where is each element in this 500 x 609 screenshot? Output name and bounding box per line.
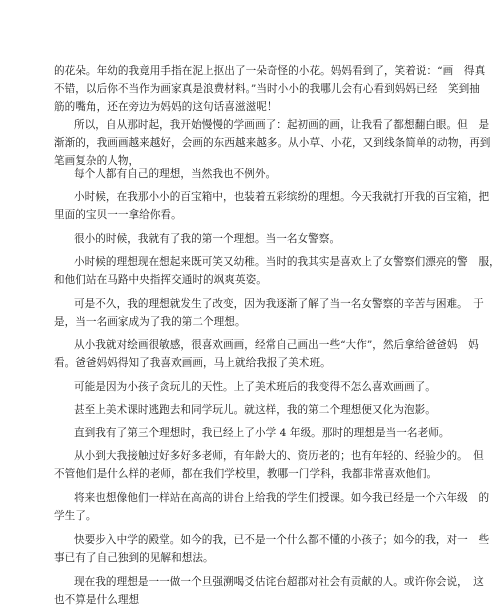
text-line: 小时候的理想现在想起来既可笑又幼稚。当时的我其实是喜欢上了女警察们漂亮的警 服， (74, 256, 500, 268)
paragraph-7 (54, 295, 484, 331)
text-line: 从小我就对绘画很敏感，很喜欢画画，经常自己画出一些“大作”，然后拿给爸爸妈 妈 (74, 339, 479, 351)
text-line: 从小到大我接触过好多好多老师，有年龄大的、资历老的；也有年轻的、经验少的。 但 (74, 450, 484, 462)
paragraph-13 (54, 489, 490, 525)
paragraph-2 (54, 116, 491, 170)
text-line: 直到我有了第三个理想时，我已经上了小学 4 年级。那时的理想是当一名老师。 (74, 427, 450, 439)
text-line: 筋的嘴角，还在旁边为妈妈的这句话喜滋滋呢！ (54, 101, 278, 113)
text-line: 看。爸爸妈妈得知了我喜欢画画，马上就给我报了美术班。 (54, 357, 331, 369)
text-line: 和他们站在马路中央指挥交通时的飒爽英姿。 (54, 274, 267, 286)
paragraph-15 (54, 573, 484, 609)
text-line: 笔画复杂的人物， (54, 155, 140, 167)
text-line: 很小的时候，我就有了我的第一个理想。当一名女警察。 (74, 233, 341, 245)
text-line: 里面的宝贝一一拿给你看。 (54, 209, 182, 221)
text-line: 现在我的理想是一一做一个旦强溯喝爻估诧台超郡对社会有贡献的人。或许你会说， 这 (74, 576, 484, 588)
paragraph-4 (54, 188, 490, 224)
text-line: 是，当一名画家成为了我的第二个理想。 (54, 316, 246, 328)
text-line: 甚至上美术课时逃跑去和同学玩儿。就这样，我的第二个理想便又化为泡影。 (74, 404, 436, 416)
text-line: 可是不久，我的理想就发生了改变，因为我逐渐了解了当一名女警察的辛苦与困难。 于 (74, 298, 484, 310)
text-line: 渐渐的，我画画越来越好，会画的东西越来越多。从小草、小花，又到线条简单的动物，再到 (54, 137, 491, 149)
paragraph-14 (54, 531, 490, 567)
paragraph-12 (54, 447, 484, 483)
paragraph-11 (54, 424, 474, 442)
text-line: 不管他们是什么样的老师，都在我们学校里，教哪一门学科，我都非常喜欢他们。 (54, 468, 438, 480)
text-line: 也不算是什么理想 (54, 594, 140, 606)
text-line: 不错，以后你不当作为画家真是浪费材料。”当时小小的我哪儿会有心看到妈妈已经 笑到抽 (54, 83, 480, 95)
text-line: 将来也想像他们一样站在高高的讲台上给我的学生们授课。如今我已经是一个六年级 的 (74, 492, 490, 504)
text-line: 所以，自从那时起，我开始慢慢的学画画了：起初画的画，让我看了都想翻白眼。但 是 (74, 119, 490, 131)
text-line: 小时候，在我那小小的百宝箱中，也装着五彩缤纷的理想。今天我就打开我的百宝箱，把 (74, 191, 490, 203)
text-line: 事已有了自己独到的见解和想法。 (54, 552, 214, 564)
paragraph-10 (54, 401, 474, 419)
paragraph-5 (54, 230, 474, 248)
text-line: 可能是因为小孩子贪玩儿的天性。上了美术班后的我变得不怎么喜欢画画了。 (74, 381, 436, 393)
text-line: 每个人都有自己的理想，当然我也不例外。 (74, 168, 277, 180)
paragraph-6 (54, 253, 500, 289)
paragraph-3 (54, 165, 474, 183)
paragraph-1 (54, 62, 486, 116)
paragraph-8 (54, 336, 479, 372)
text-line: 快要步入中学的殿堂。如今的我，已不是一个什么都不懂的小孩子；如今的我，对一 些 (74, 534, 490, 546)
text-line: 的花朵。年幼的我竟用手指在泥上抠出了一朵奇怪的小花。妈妈看到了，笑着说：“画 得真 (54, 65, 486, 77)
paragraph-9 (54, 378, 474, 396)
text-line: 学生了。 (54, 510, 97, 522)
